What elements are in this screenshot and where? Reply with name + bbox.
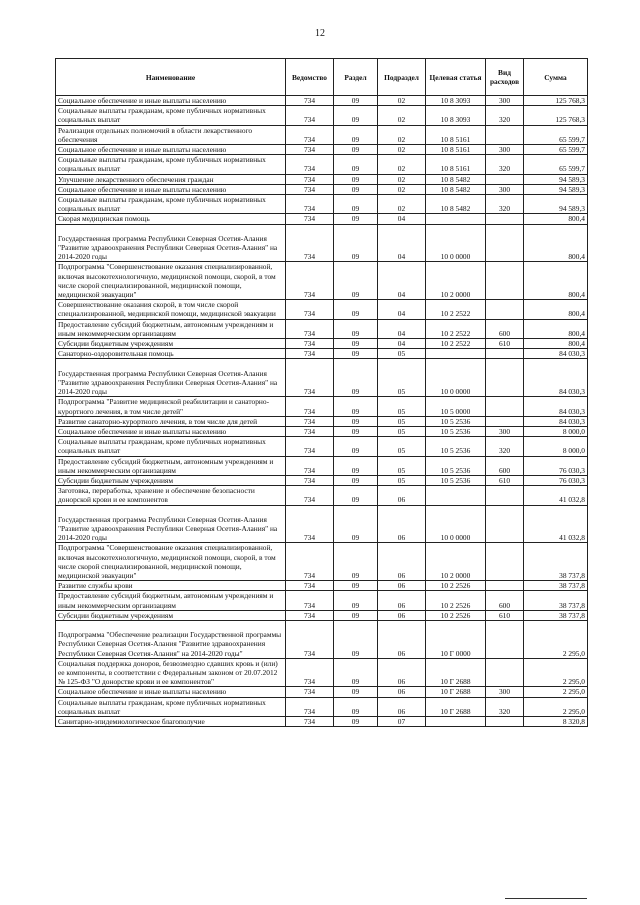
table-header-row	[56, 59, 588, 96]
cell-name: Подпрограмма "Совершенствование оказания специализированной, включая высокотехнологичную, медицинской помощи, скорой, в том числе скорой специализированной, медицинской помощи, медицинской эвакуации"	[56, 262, 286, 300]
cell-name: Социальные выплаты гражданам, кроме публичных нормативных социальных выплат	[56, 155, 286, 174]
cell-section: 09	[334, 397, 378, 416]
cell-section: 09	[334, 195, 378, 214]
cell-sum: 94 589,3	[524, 174, 588, 184]
cell-dept: 734	[286, 339, 334, 349]
cell-name: Развитие санаторно-курортного лечения, в том числе для детей	[56, 416, 286, 426]
cell-name: Социальное обеспечение и иные выплаты населению	[56, 145, 286, 155]
cell-name: Субсидии бюджетным учреждениям	[56, 475, 286, 485]
cell-kind: 300	[486, 426, 524, 436]
cell-kind: 320	[486, 106, 524, 125]
cell-section: 09	[334, 687, 378, 697]
cell-section: 09	[334, 610, 378, 620]
cell-kind	[486, 486, 524, 505]
cell-dept: 734	[286, 581, 334, 591]
cell-subsection: 02	[378, 195, 426, 214]
cell-target: 10 5 2536	[426, 437, 486, 456]
cell-subsection: 06	[378, 486, 426, 505]
cell-dept: 734	[286, 620, 334, 658]
cell-target	[426, 486, 486, 505]
cell-sum: 38 737,8	[524, 591, 588, 610]
cell-subsection: 05	[378, 397, 426, 416]
cell-target: 10 2 0000	[426, 543, 486, 581]
cell-target: 10 2 2526	[426, 581, 486, 591]
cell-dept: 734	[286, 486, 334, 505]
cell-target: 10 5 0000	[426, 397, 486, 416]
table-row	[56, 620, 588, 658]
cell-dept: 734	[286, 437, 334, 456]
table-row	[56, 262, 588, 300]
table-row	[56, 106, 588, 125]
cell-target: 10 5 2536	[426, 416, 486, 426]
cell-section: 09	[334, 224, 378, 262]
cell-sum: 2 295,0	[524, 620, 588, 658]
cell-section: 09	[334, 155, 378, 174]
cell-section: 09	[334, 717, 378, 727]
cell-sum: 8 000,0	[524, 426, 588, 436]
cell-section: 09	[334, 125, 378, 144]
cell-subsection: 06	[378, 687, 426, 697]
cell-target: 10 8 3093	[426, 96, 486, 106]
cell-kind	[486, 359, 524, 397]
cell-name: Улучшение лекарственного обеспечения граждан	[56, 174, 286, 184]
cell-target: 10 8 5482	[426, 174, 486, 184]
cell-sum: 41 032,8	[524, 505, 588, 543]
cell-sum: 2 295,0	[524, 658, 588, 687]
cell-subsection: 07	[378, 717, 426, 727]
cell-kind	[486, 581, 524, 591]
cell-name: Социальное обеспечение и иные выплаты населению	[56, 687, 286, 697]
cell-dept: 734	[286, 426, 334, 436]
cell-kind	[486, 224, 524, 262]
cell-subsection: 06	[378, 620, 426, 658]
footer-divider	[505, 898, 587, 899]
table-row	[56, 300, 588, 319]
cell-sum: 84 030,3	[524, 416, 588, 426]
table-row	[56, 125, 588, 144]
cell-sum: 8 000,0	[524, 437, 588, 456]
cell-dept: 734	[286, 155, 334, 174]
cell-sum: 38 737,8	[524, 543, 588, 581]
cell-dept: 734	[286, 456, 334, 475]
cell-target: 10 8 5161	[426, 155, 486, 174]
cell-subsection: 02	[378, 184, 426, 194]
cell-section: 09	[334, 697, 378, 716]
table-row	[56, 581, 588, 591]
cell-sum: 84 030,3	[524, 359, 588, 397]
cell-sum: 65 599,7	[524, 155, 588, 174]
header-subsection: Подраздел	[378, 59, 426, 96]
cell-name: Субсидии бюджетным учреждениям	[56, 610, 286, 620]
cell-kind: 320	[486, 195, 524, 214]
cell-target: 10 2 2522	[426, 300, 486, 319]
table-row	[56, 339, 588, 349]
cell-kind	[486, 505, 524, 543]
cell-target: 10 Г 2688	[426, 697, 486, 716]
cell-sum: 125 768,3	[524, 96, 588, 106]
cell-name: Заготовка, переработка, хранение и обеспечение безопасности донорской крови и ее компонентов	[56, 486, 286, 505]
cell-dept: 734	[286, 610, 334, 620]
cell-name: Социальные выплаты гражданам, кроме публичных нормативных социальных выплат	[56, 697, 286, 716]
cell-name: Социальное обеспечение и иные выплаты населению	[56, 96, 286, 106]
cell-dept: 734	[286, 224, 334, 262]
table-row	[56, 658, 588, 687]
cell-name: Субсидии бюджетным учреждениям	[56, 339, 286, 349]
cell-sum: 41 032,8	[524, 486, 588, 505]
cell-dept: 734	[286, 300, 334, 319]
cell-subsection: 02	[378, 174, 426, 184]
cell-name: Совершенствование оказания скорой, в том числе скорой специализированной, медицинской помощи, медицинской эвакуации	[56, 300, 286, 319]
cell-name: Санаторно-оздоровительная помощь	[56, 349, 286, 359]
cell-kind: 610	[486, 610, 524, 620]
cell-target: 10 2 0000	[426, 262, 486, 300]
cell-section: 09	[334, 145, 378, 155]
cell-target	[426, 717, 486, 727]
cell-dept: 734	[286, 543, 334, 581]
table-row	[56, 214, 588, 224]
cell-section: 09	[334, 581, 378, 591]
cell-name: Предоставление субсидий бюджетным, автономным учреждениям и иным некоммерческим организациям	[56, 591, 286, 610]
cell-section: 09	[334, 437, 378, 456]
cell-sum: 800,4	[524, 224, 588, 262]
cell-name: Социальное обеспечение и иные выплаты населению	[56, 426, 286, 436]
cell-name: Подпрограмма "Развитие медицинской реабилитации и санаторно-курортного лечения, в том числе детей"	[56, 397, 286, 416]
cell-name: Предоставление субсидий бюджетным, автономным учреждениям и иным некоммерческим организациям	[56, 456, 286, 475]
cell-section: 09	[334, 505, 378, 543]
table-row	[56, 426, 588, 436]
cell-subsection: 02	[378, 155, 426, 174]
cell-section: 09	[334, 300, 378, 319]
cell-target: 10 2 2522	[426, 339, 486, 349]
cell-name: Социальные выплаты гражданам, кроме публичных нормативных социальных выплат	[56, 195, 286, 214]
cell-kind: 300	[486, 687, 524, 697]
cell-name: Социальная поддержка доноров, безвозмездно сдавших кровь и (или) ее компоненты, в соответствии с Федеральным законом от 20.07.2012 № 125-ФЗ "О донорстве крови и ее компонентов"	[56, 658, 286, 687]
cell-target: 10 0 0000	[426, 224, 486, 262]
cell-dept: 734	[286, 174, 334, 184]
cell-section: 09	[334, 620, 378, 658]
table-row	[56, 319, 588, 338]
cell-name: Развитие службы крови	[56, 581, 286, 591]
cell-section: 09	[334, 214, 378, 224]
cell-sum: 65 599,7	[524, 125, 588, 144]
cell-target: 10 8 5482	[426, 184, 486, 194]
cell-section: 09	[334, 426, 378, 436]
cell-dept: 734	[286, 125, 334, 144]
cell-kind: 300	[486, 184, 524, 194]
cell-kind	[486, 416, 524, 426]
cell-subsection: 04	[378, 319, 426, 338]
table-row	[56, 174, 588, 184]
cell-dept: 734	[286, 349, 334, 359]
cell-sum: 84 030,3	[524, 349, 588, 359]
table-row	[56, 610, 588, 620]
cell-dept: 734	[286, 697, 334, 716]
cell-target: 10 2 2526	[426, 591, 486, 610]
cell-target: 10 8 5161	[426, 145, 486, 155]
cell-subsection: 02	[378, 106, 426, 125]
header-section: Раздел	[334, 59, 378, 96]
cell-subsection: 05	[378, 359, 426, 397]
cell-subsection: 05	[378, 456, 426, 475]
table-row	[56, 145, 588, 155]
header-kind: Вид расходов	[486, 59, 524, 96]
table-row	[56, 96, 588, 106]
cell-subsection: 05	[378, 426, 426, 436]
cell-section: 09	[334, 184, 378, 194]
cell-section: 09	[334, 658, 378, 687]
cell-kind	[486, 658, 524, 687]
cell-name: Социальные выплаты гражданам, кроме публичных нормативных социальных выплат	[56, 437, 286, 456]
cell-name: Предоставление субсидий бюджетным, автономным учреждениям и иным некоммерческим организациям	[56, 319, 286, 338]
cell-dept: 734	[286, 96, 334, 106]
cell-dept: 734	[286, 591, 334, 610]
cell-target: 10 Г 2688	[426, 687, 486, 697]
cell-dept: 734	[286, 397, 334, 416]
table-row	[56, 456, 588, 475]
cell-sum: 800,4	[524, 214, 588, 224]
budget-table	[55, 58, 588, 727]
cell-subsection: 06	[378, 658, 426, 687]
cell-section: 09	[334, 591, 378, 610]
table-row	[56, 359, 588, 397]
cell-kind: 320	[486, 697, 524, 716]
cell-name: Государственная программа Республики Северная Осетия-Алания "Развитие здравоохранения Республики Северная Осетия-Алания" на 2014-2020 годы	[56, 359, 286, 397]
cell-sum: 76 030,3	[524, 475, 588, 485]
cell-subsection: 06	[378, 581, 426, 591]
cell-section: 09	[334, 174, 378, 184]
cell-name: Социальные выплаты гражданам, кроме публичных нормативных социальных выплат	[56, 106, 286, 125]
cell-subsection: 04	[378, 262, 426, 300]
cell-kind	[486, 300, 524, 319]
cell-sum: 94 589,3	[524, 195, 588, 214]
cell-section: 09	[334, 339, 378, 349]
cell-dept: 734	[286, 717, 334, 727]
cell-section: 09	[334, 456, 378, 475]
cell-sum: 38 737,8	[524, 581, 588, 591]
table-row	[56, 543, 588, 581]
cell-subsection: 05	[378, 349, 426, 359]
cell-name: Социальное обеспечение и иные выплаты населению	[56, 184, 286, 194]
cell-kind	[486, 125, 524, 144]
cell-dept: 734	[286, 262, 334, 300]
cell-sum: 76 030,3	[524, 456, 588, 475]
cell-kind	[486, 397, 524, 416]
cell-kind	[486, 349, 524, 359]
cell-section: 09	[334, 349, 378, 359]
cell-subsection: 05	[378, 437, 426, 456]
cell-kind: 320	[486, 437, 524, 456]
cell-section: 09	[334, 106, 378, 125]
cell-kind: 600	[486, 319, 524, 338]
cell-section: 09	[334, 262, 378, 300]
cell-section: 09	[334, 486, 378, 505]
cell-subsection: 04	[378, 300, 426, 319]
table-body	[56, 96, 588, 727]
table-row	[56, 416, 588, 426]
table-row	[56, 224, 588, 262]
cell-dept: 734	[286, 505, 334, 543]
table-row	[56, 195, 588, 214]
table-row	[56, 687, 588, 697]
cell-subsection: 04	[378, 339, 426, 349]
table-row	[56, 184, 588, 194]
cell-target: 10 Г 2688	[426, 658, 486, 687]
cell-kind: 610	[486, 339, 524, 349]
cell-kind	[486, 262, 524, 300]
cell-kind: 600	[486, 456, 524, 475]
cell-kind: 610	[486, 475, 524, 485]
cell-sum: 800,4	[524, 319, 588, 338]
table-row	[56, 486, 588, 505]
cell-target: 10 5 2536	[426, 475, 486, 485]
cell-target: 10 5 2536	[426, 426, 486, 436]
cell-dept: 734	[286, 195, 334, 214]
cell-sum: 65 599,7	[524, 145, 588, 155]
cell-target	[426, 349, 486, 359]
cell-target: 10 8 3093	[426, 106, 486, 125]
cell-target: 10 2 2522	[426, 319, 486, 338]
cell-section: 09	[334, 475, 378, 485]
cell-dept: 734	[286, 658, 334, 687]
cell-dept: 734	[286, 687, 334, 697]
cell-kind: 320	[486, 155, 524, 174]
cell-sum: 125 768,3	[524, 106, 588, 125]
header-sum: Сумма	[524, 59, 588, 96]
cell-sum: 38 737,8	[524, 610, 588, 620]
cell-sum: 800,4	[524, 339, 588, 349]
cell-subsection: 02	[378, 145, 426, 155]
cell-sum: 800,4	[524, 300, 588, 319]
cell-subsection: 04	[378, 214, 426, 224]
cell-subsection: 06	[378, 591, 426, 610]
cell-section: 09	[334, 319, 378, 338]
cell-target	[426, 214, 486, 224]
table-row	[56, 717, 588, 727]
cell-kind: 300	[486, 145, 524, 155]
cell-sum: 8 320,8	[524, 717, 588, 727]
cell-name: Подпрограмма "Обеспечение реализации Государственной программы Республики Северная Осетия-Алания "Развитие здравоохранения Республики Северная Осетия-Алания" на 2014-2020 годы"	[56, 620, 286, 658]
table-row	[56, 591, 588, 610]
cell-kind	[486, 620, 524, 658]
cell-target: 10 5 2536	[426, 456, 486, 475]
cell-name: Подпрограмма "Совершенствование оказания специализированной, включая высокотехнологичную, медицинской помощи, скорой, в том числе скорой специализированной, медицинской помощи, медицинской эвакуации"	[56, 543, 286, 581]
cell-dept: 734	[286, 106, 334, 125]
cell-subsection: 02	[378, 96, 426, 106]
cell-subsection: 02	[378, 125, 426, 144]
cell-section: 09	[334, 416, 378, 426]
cell-subsection: 06	[378, 697, 426, 716]
cell-name: Государственная программа Республики Северная Осетия-Алания "Развитие здравоохранения Республики Северная Осетия-Алания" на 2014-2020 годы	[56, 505, 286, 543]
cell-subsection: 05	[378, 475, 426, 485]
cell-name: Санитарно-эпидемиологическое благополучие	[56, 717, 286, 727]
cell-target: 10 0 0000	[426, 359, 486, 397]
cell-target: 10 Г 0000	[426, 620, 486, 658]
cell-kind	[486, 717, 524, 727]
cell-kind	[486, 214, 524, 224]
table-row	[56, 475, 588, 485]
table-row	[56, 437, 588, 456]
cell-target: 10 0 0000	[426, 505, 486, 543]
cell-kind: 300	[486, 96, 524, 106]
cell-sum: 94 589,3	[524, 184, 588, 194]
cell-target: 10 8 5482	[426, 195, 486, 214]
cell-section: 09	[334, 543, 378, 581]
cell-dept: 734	[286, 359, 334, 397]
cell-subsection: 06	[378, 610, 426, 620]
header-dept: Ведомство	[286, 59, 334, 96]
cell-kind	[486, 174, 524, 184]
header-name: Наименование	[56, 59, 286, 96]
table-row	[56, 349, 588, 359]
cell-subsection: 05	[378, 416, 426, 426]
cell-name: Скорая медицинская помощь	[56, 214, 286, 224]
cell-dept: 734	[286, 184, 334, 194]
table-row	[56, 155, 588, 174]
cell-dept: 734	[286, 145, 334, 155]
cell-dept: 734	[286, 319, 334, 338]
cell-sum: 800,4	[524, 262, 588, 300]
cell-section: 09	[334, 359, 378, 397]
cell-sum: 84 030,3	[524, 397, 588, 416]
cell-sum: 2 295,0	[524, 687, 588, 697]
cell-target: 10 2 2526	[426, 610, 486, 620]
table-row	[56, 397, 588, 416]
cell-name: Государственная программа Республики Северная Осетия-Алания "Развитие здравоохранения Республики Северная Осетия-Алания" на 2014-2020 годы	[56, 224, 286, 262]
cell-name: Реализация отдельных полномочий в области лекарственного обеспечения	[56, 125, 286, 144]
header-target: Целевая статья	[426, 59, 486, 96]
page-number: 12	[315, 28, 325, 39]
cell-section: 09	[334, 96, 378, 106]
cell-kind	[486, 543, 524, 581]
cell-target: 10 8 5161	[426, 125, 486, 144]
cell-sum: 2 295,0	[524, 697, 588, 716]
cell-dept: 734	[286, 214, 334, 224]
cell-subsection: 04	[378, 224, 426, 262]
cell-subsection: 06	[378, 505, 426, 543]
table-row	[56, 697, 588, 716]
cell-kind: 600	[486, 591, 524, 610]
cell-dept: 734	[286, 475, 334, 485]
cell-subsection: 06	[378, 543, 426, 581]
cell-dept: 734	[286, 416, 334, 426]
table-row	[56, 505, 588, 543]
